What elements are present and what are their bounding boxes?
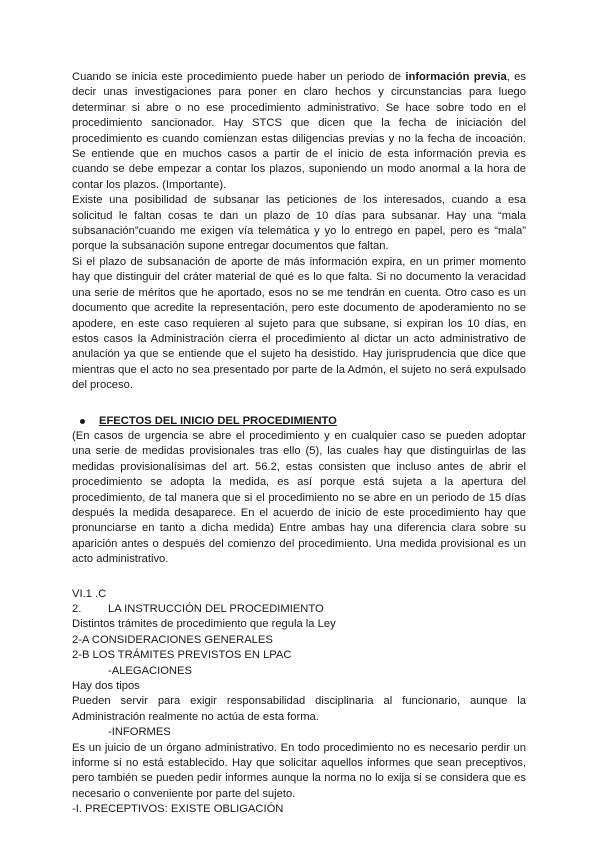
bullet-icon [80, 419, 85, 424]
hay-dos-tipos: Hay dos tipos [72, 680, 140, 693]
intro-paragraph-3: Si el plazo de subsanación de aporte de más información expira, en un primer momento hay que distinguir del cráter material de qué es lo que falta. Si no documento la veracidad una serie de méritos que he aportado, esos no se me tendrán en cuenta. Otro caso es un documento que acredite la representación, pero este documento de apoderamiento no se apodere, en este caso requieren al sujeto para que subsane, si expiran los 10 días, en estos casos la Administración cierra el procedimiento al dictar un acto administrativo de anulación ya que se entiende que el sujeto ha desistido. Hay jurisprudencia que dice que mientras que el acto no sea presentado por parte de la Admón, el sujeto no será expulsado del proceso. [72, 255, 526, 392]
intro-paragraph-1-start: Cuando se inicia este procedimiento puede haber un periodo de [72, 71, 406, 83]
informacion-previa-term: información previa [405, 71, 507, 83]
informes-heading: -INFORMES [108, 726, 171, 739]
section-reference: VI.1 .C [72, 587, 107, 600]
efectos-heading-text: EFECTOS DEL INICIO DEL PROCEDIMIENTO [99, 414, 337, 427]
spacer [72, 568, 526, 587]
preceptivos-heading: -I. PRECEPTIVOS: EXISTE OBLIGACIÓN [72, 803, 284, 816]
efectos-paragraph: (En casos de urgencia se abre el procedimiento y en cualquier caso se pueden adoptar una serie de medidas provisionales tras ello (5), las cuales hay que distinguirlas de las medidas provisionalísimas del art. 56.2, estas consisten que incluso antes de abrir el procedimiento se adopta la medida, es así porque está sujeta a la apertura del procedimiento, de tal manera que si el procedimiento no se abre en un periodo de 15 días después la medida desaparece. En el acuerdo de inicio de este procedimiento hay que pronunciarse en tanto a dicha medida) Entre ambas hay una diferencia clara sobre su aparición antes o después del comienzo del procedimiento. Una medida provisional es un acto administrativo. [72, 429, 526, 566]
document-page [72, 70, 526, 818]
section-title [72, 602, 526, 617]
intro-paragraph-1 [72, 70, 526, 193]
section-subtitle: Distintos trámites de procedimiento que regula la Ley [72, 618, 336, 631]
intro-paragraph-1-rest: , es decir unas investigaciones para poner en claro hechos y circunstancias para luego determinar si abre o no ese procedimiento administrativo. Se hace sobre todo en el procedimiento sancionador. Hay STCS que dicen que la fecha de iniciación del procedimiento es cuando comienzan estas diligencias previas y no la fecha de incoación. Se entiende que en muchos casos a partir de el inicio de esta información previa es cuando se debe empezar a contar los plazos, suponiendo un modo anormal a la hora de contar los plazos. (Importante). [72, 71, 526, 191]
intro-paragraph-2: Existe una posibilidad de subsanar las peticiones de los interesados, cuando a esa solicitud le faltan cosas te dan un plazo de 10 días para subsanar. Hay una “mala subsanación”cuando me exigen vía telemática y yo lo entrego en papel, pero es “mala” porque la subsanación supone entregar documentos que faltan. [72, 194, 526, 253]
efectos-heading [72, 414, 526, 429]
alegaciones-paragraph: Pueden servir para exigir responsabilidad disciplinaria al funcionario, aunque la Administración realmente no actúa de esta forma. [72, 695, 526, 723]
alegaciones-heading: -ALEGACIONES [108, 664, 192, 677]
informes-paragraph: Es un juicio de un órgano administrativo. En todo procedimiento no es necesario perdir un informe si no está establecido. Hay que solicitar aquellos informes que sean preceptivos, pero también se pueden pedir informes aunque la norma no lo exija si se considera que es necesario o conveniente por parte del sujeto. [72, 741, 526, 800]
section-number: 2. [72, 603, 82, 615]
subsection-2a: 2-A CONSIDERACIONES GENERALES [72, 633, 273, 646]
section-title-text: LA INSTRUCCIÓN DEL PROCEDIMIENTO [108, 603, 324, 615]
subsection-2b: 2-B LOS TRÁMITES PREVISTOS EN LPAC [72, 649, 292, 662]
